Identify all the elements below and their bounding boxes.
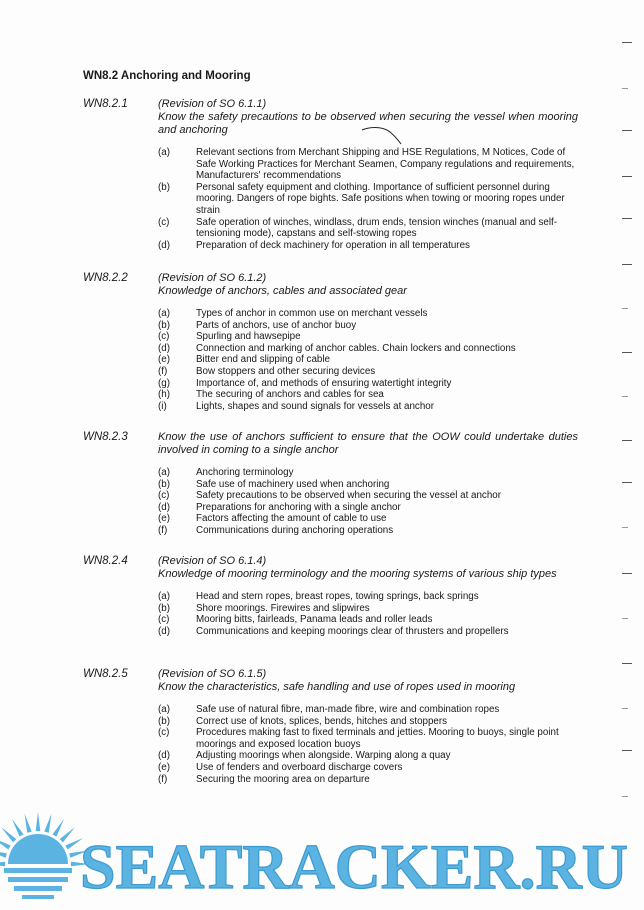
sun-ray [44,814,51,833]
list-item [158,502,578,514]
item-text: Parts of anchors, use of anchor buoy [196,319,357,331]
item-text: Importance of, and methods of ensuring watertight integrity [196,377,452,389]
item-letter: (d) [158,239,170,251]
item-text: Factors affecting the amount of cable to use [196,513,387,525]
wave-line [8,877,68,882]
objective-heading: Know the safety precautions to be observed when securing the vessel when mooring and anchoring [158,111,578,136]
margin-tick [622,396,628,397]
margin-tick [622,482,632,483]
item-letter: (b) [158,602,170,614]
item-text: Bitter end and slipping of cable [196,354,330,366]
item-letter: (c) [158,727,170,739]
list-item [158,401,578,413]
margin-tick [622,308,628,309]
margin-tick [622,708,628,709]
item-letter: (e) [158,761,170,773]
item-text: Shore moorings. Firewires and slipwires [196,602,370,614]
item-text: Head and stern ropes, breast ropes, towing springs, back springs [196,591,479,602]
watermark [0,808,644,910]
margin-tick [622,440,632,441]
margin-tick [622,663,632,664]
item-text: Connection and marking of anchor cables. Chain lockers and connections [196,342,516,354]
list-item [158,490,578,502]
objective-wn8-2-4 [83,555,578,637]
list-item [158,513,578,525]
item-text: The securing of anchors and cables for sea [196,389,384,401]
item-letter: (a) [158,147,170,158]
margin-tick [622,130,632,131]
item-text: Safe use of natural fibre, man-made fibre, wire and combination ropes [196,704,500,715]
wave-line [14,886,62,891]
item-text: Lights, shapes and sound signals for vessels at anchor [196,400,434,412]
margin-tick [622,264,632,265]
objective-revision: (Revision of SO 6.1.2) [158,272,267,284]
item-letter: (f) [158,773,168,785]
list-item [158,750,578,762]
margin-tick [622,796,628,797]
list-item [158,147,578,182]
list-item [158,467,578,479]
list-item [158,240,578,252]
objective-wn8-2-5 [83,668,578,785]
wave-line [22,895,54,899]
item-letter: (i) [158,400,167,412]
item-text: Anchoring terminology [196,467,294,478]
item-text: Securing the mooring area on departure [196,773,370,785]
item-text: Bow stoppers and other securing devices [196,365,376,377]
item-letter: (b) [158,319,170,331]
item-list [158,308,578,412]
item-text: Spurling and hawsepipe [196,331,301,343]
item-text: Types of anchor in common use on merchant vessels [196,308,428,319]
margin-tick [622,352,632,353]
list-item [158,626,578,638]
list-item [158,774,578,786]
list-item [158,217,578,240]
list-item [158,320,578,332]
objective-code: WN8.2.4 [83,555,128,567]
list-item [158,614,578,626]
item-text: Safe operation of winches, windlass, drum ends, tension winches (manual and self-tensioning mode), capstans and self-stowing ropes [196,216,558,240]
objective-code: WN8.2.1 [83,98,128,110]
item-list [158,147,578,251]
list-item [158,343,578,355]
item-letter: (a) [158,308,170,319]
item-letter: (f) [158,365,168,377]
list-item [158,378,578,390]
item-letter: (a) [158,467,170,478]
objective-wn8-2-1 [83,98,578,251]
item-text: Correct use of knots, splices, bends, hitches and stoppers [196,715,448,727]
margin-tick [622,750,632,751]
objective-revision: (Revision of SO 6.1.4) [158,555,267,567]
item-letter: (d) [158,342,170,354]
item-text: Adjusting moorings when alongside. Warping along a quay [196,750,451,762]
objective-wn8-2-2 [83,272,578,412]
objective-revision: (Revision of SO 6.1.5) [158,668,267,680]
margin-tick [622,176,632,177]
objective-revision: (Revision of SO 6.1.1) [158,98,267,110]
list-item [158,591,578,603]
list-item [158,525,578,537]
item-letter: (d) [158,625,170,637]
sun-ray [1,827,16,842]
list-item [158,716,578,728]
item-letter: (b) [158,181,170,193]
item-text: Relevant sections from Merchant Shipping and HSE Regulations, M Notices, Code of Safe Working Practices for Merchant Seamen, Company regulations and requirements, Manufacturers' recommendations [196,147,575,182]
list-item [158,762,578,774]
list-item [158,704,578,716]
sun-half-disc [8,834,68,864]
item-letter: (c) [158,331,170,343]
item-list [158,704,578,785]
list-item [158,603,578,615]
item-list [158,467,578,537]
item-text: Mooring bitts, fairleads, Panama leads and roller leads [196,614,433,626]
item-letter: (b) [158,478,170,490]
margin-tick [622,42,632,43]
sun-ray [12,819,24,837]
sun-ray [60,827,75,842]
objective-wn8-2-3 [83,431,578,537]
item-letter: (c) [158,614,170,626]
objective-heading: Knowledge of mooring terminology and the mooring systems of various ship types [158,568,557,580]
item-text: Preparations for anchoring with a single anchor [196,501,401,513]
sun-ray [0,862,5,867]
margin-tick [622,618,628,619]
list-item [158,331,578,343]
objective-heading: Know the use of anchors sufficient to ensure that the OOW could undertake duties involved in coming to a single anchor [158,431,578,456]
sun-ray [52,819,64,837]
item-letter: (h) [158,389,170,401]
list-item [158,479,578,491]
sun-ray [25,814,32,833]
section-title: WN8.2 Anchoring and Mooring [83,70,251,82]
item-text: Safe use of machinery used when anchoring [196,478,390,490]
item-text: Preparation of deck machinery for operation in all temperatures [196,239,470,251]
sun-ray [36,812,41,831]
margin-tick [622,88,628,89]
item-letter: (a) [158,704,170,715]
item-letter: (c) [158,490,170,502]
list-item [158,354,578,366]
item-letter: (a) [158,591,170,602]
item-letter: (e) [158,513,170,525]
item-letter: (g) [158,377,170,389]
sun-logo-icon [0,812,90,899]
objective-code: WN8.2.2 [83,272,128,284]
item-letter: (d) [158,750,170,762]
margin-tick [622,218,632,219]
item-text: Communications during anchoring operations [196,524,394,536]
objective-code: WN8.2.5 [83,668,128,680]
item-letter: (d) [158,501,170,513]
list-item [158,366,578,378]
item-letter: (c) [158,216,170,228]
objective-code: WN8.2.3 [83,431,128,443]
sun-ray [0,838,11,850]
list-item [158,727,578,750]
item-text: Safety precautions to be observed when securing the vessel at anchor [196,490,501,502]
margin-tick [622,527,628,528]
item-text: Personal safety equipment and clothing. Importance of sufficient personnel during mooring. Dangers of rope bights. Safe positions when towing or mooring ropes under strain [196,181,565,216]
item-text: Procedures making fast to fixed terminals and jetties. Mooring to buoys, single point moorings and exposed location buoys [196,727,559,750]
item-letter: (f) [158,524,168,536]
watermark-text: SEATRACKER.RU [80,831,628,902]
wave-line [4,868,72,873]
margin-tick [622,573,632,574]
item-text: Use of fenders and overboard discharge covers [196,761,403,773]
list-item [158,182,578,217]
list-item [158,308,578,320]
sun-ray [0,851,7,858]
objective-heading: Knowledge of anchors, cables and associated gear [158,285,407,297]
objective-heading: Know the characteristics, safe handling and use of ropes used in mooring [158,681,516,693]
item-letter: (e) [158,354,170,366]
item-text: Communications and keeping moorings clear of thrusters and propellers [196,625,509,637]
list-item [158,389,578,401]
item-list [158,591,578,637]
item-letter: (b) [158,715,170,727]
